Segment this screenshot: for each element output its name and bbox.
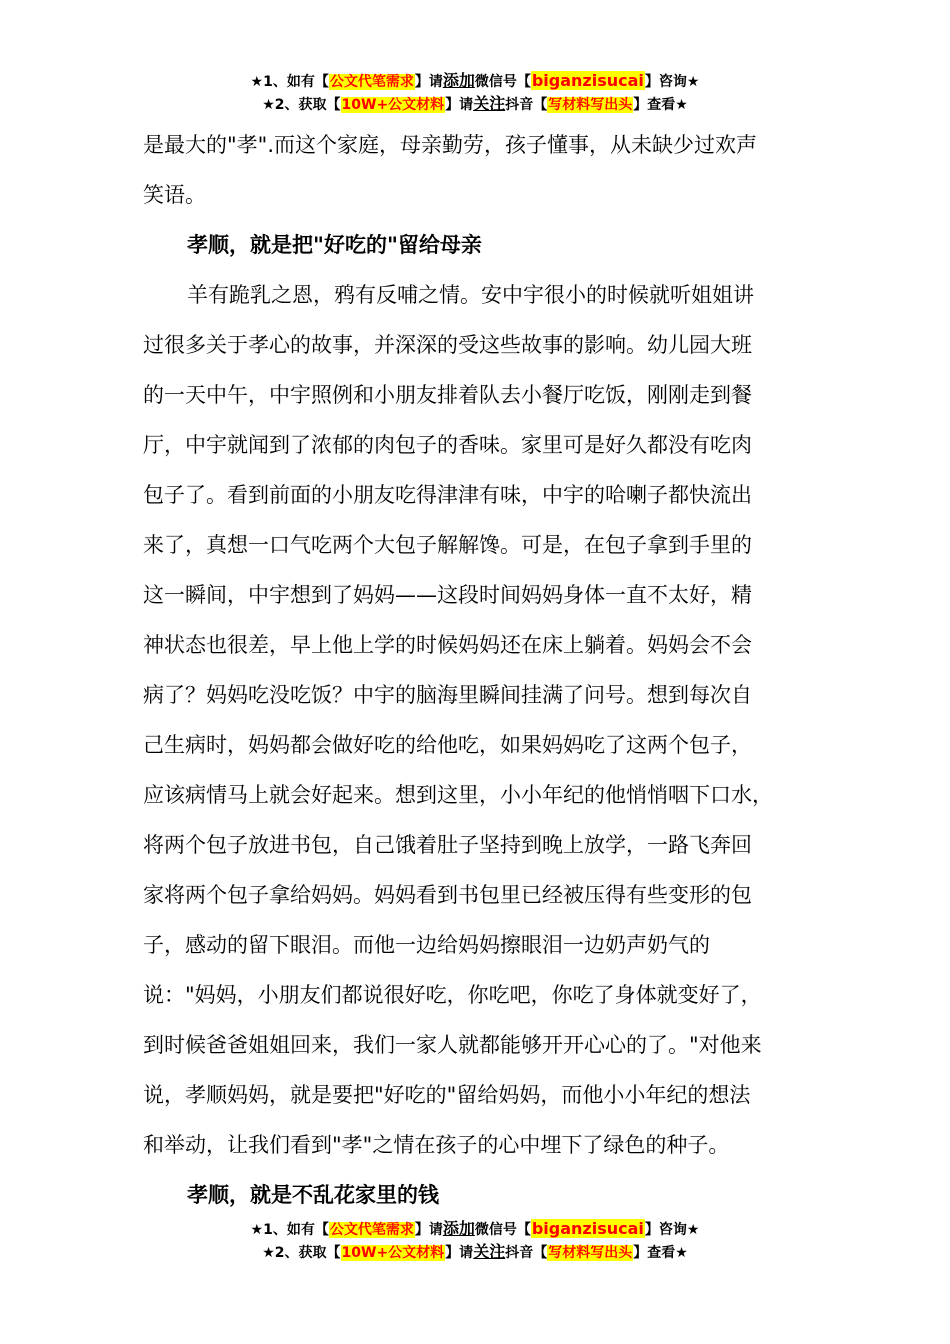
section-heading-1: 孝顺，就是把"好吃的"留给母亲 [187,233,482,257]
promo-suffix: 】咨询★ [644,74,700,90]
body-line: 过很多关于孝心的故事，并深深的受这些故事的影响。幼儿园大班 [143,333,752,357]
promo-underlined: 关注 [473,1242,506,1261]
body-line: 子，感动的留下眼泪。而他一边给妈妈擦眼泪一边奶声奶气的 [143,933,710,957]
promo-line-1 [0,1218,950,1241]
promo-text: 】请 [445,1245,474,1261]
promo-prefix: ★1、如有【 [250,1222,329,1238]
promo-highlight: 公文代笔需求 [329,1222,414,1238]
promo-text: 微信号【 [474,74,531,90]
promo-text: 】请 [414,1222,443,1238]
promo-highlight: 公文代笔需求 [329,74,414,90]
promo-wechat-id: biganzisucai [531,1219,644,1238]
promo-wechat-id: biganzisucai [531,71,644,90]
promo-banner-bottom [0,1218,950,1264]
intro-line: 笑语。 [143,183,206,207]
body-line: 说，孝顺妈妈，就是要把"好吃的"留给妈妈，而他小小年纪的想法 [143,1083,751,1107]
body-line: 病了？妈妈吃没吃饭？中宇的脑海里瞬间挂满了问号。想到每次自 [143,683,752,707]
promo-highlight: 10W+公文材料 [341,97,445,113]
document-body [143,120,833,1220]
promo-underlined: 添加 [442,1219,475,1238]
promo-suffix: 】查看★ [633,1245,688,1261]
body-line: 羊有跪乳之恩，鸦有反哺之情。安中宇很小的时候就听姐姐讲 [187,283,754,307]
body-line: 己生病时，妈妈都会做好吃的给他吃，如果妈妈吃了这两个包子， [143,733,752,757]
body-line: 和举动，让我们看到"孝"之情在孩子的心中埋下了绿色的种子。 [143,1133,730,1157]
promo-suffix: 】查看★ [633,97,688,113]
promo-prefix: ★1、如有【 [250,74,329,90]
body-line: 来了，真想一口气吃两个大包子解解馋。可是，在包子拿到手里的 [143,533,752,557]
promo-prefix: ★2、获取【 [262,1245,341,1261]
promo-douyin-id: 写材料写出头 [548,97,633,113]
promo-text: 】请 [445,97,474,113]
promo-underlined: 添加 [442,71,475,90]
body-line: 厅，中宇就闻到了浓郁的肉包子的香味。家里可是好久都没有吃肉 [143,433,752,457]
promo-text: 微信号【 [474,1222,531,1238]
promo-line-1 [0,70,950,93]
body-line: 包子了。看到前面的小朋友吃得津津有味，中宇的哈喇子都快流出 [143,483,752,507]
body-line: 这一瞬间，中宇想到了妈妈——这段时间妈妈身体一直不太好，精 [143,583,752,607]
promo-text: 抖音【 [505,97,548,113]
body-line: 到时候爸爸姐姐回来，我们一家人就都能够开开心心的了。"对他来 [143,1033,762,1057]
promo-text: 抖音【 [505,1245,548,1261]
promo-line-2 [0,1241,950,1264]
body-line: 将两个包子放进书包，自己饿着肚子坚持到晚上放学，一路飞奔回 [143,833,752,857]
section-heading-2: 孝顺，就是不乱花家里的钱 [187,1183,439,1207]
promo-line-2 [0,93,950,116]
body-line: 的一天中午，中宇照例和小朋友排着队去小餐厅吃饭，刚刚走到餐 [143,383,752,407]
promo-suffix: 】咨询★ [644,1222,700,1238]
body-line: 神状态也很差，早上他上学的时候妈妈还在床上躺着。妈妈会不会 [143,633,752,657]
body-line: 家将两个包子拿给妈妈。妈妈看到书包里已经被压得有些变形的包 [143,883,752,907]
promo-text: 】请 [414,74,443,90]
promo-underlined: 关注 [473,94,506,113]
promo-highlight: 10W+公文材料 [341,1245,445,1261]
promo-prefix: ★2、获取【 [262,97,341,113]
promo-douyin-id: 写材料写出头 [548,1245,633,1261]
body-line: 说："妈妈，小朋友们都说很好吃，你吃吧，你吃了身体就变好了， [143,983,762,1007]
promo-banner-top [0,70,950,116]
body-line: 应该病情马上就会好起来。想到这里，小小年纪的他悄悄咽下口水， [143,783,773,807]
intro-line: 是最大的"孝".而这个家庭，母亲勤劳，孩子懂事，从未缺少过欢声 [143,133,757,157]
